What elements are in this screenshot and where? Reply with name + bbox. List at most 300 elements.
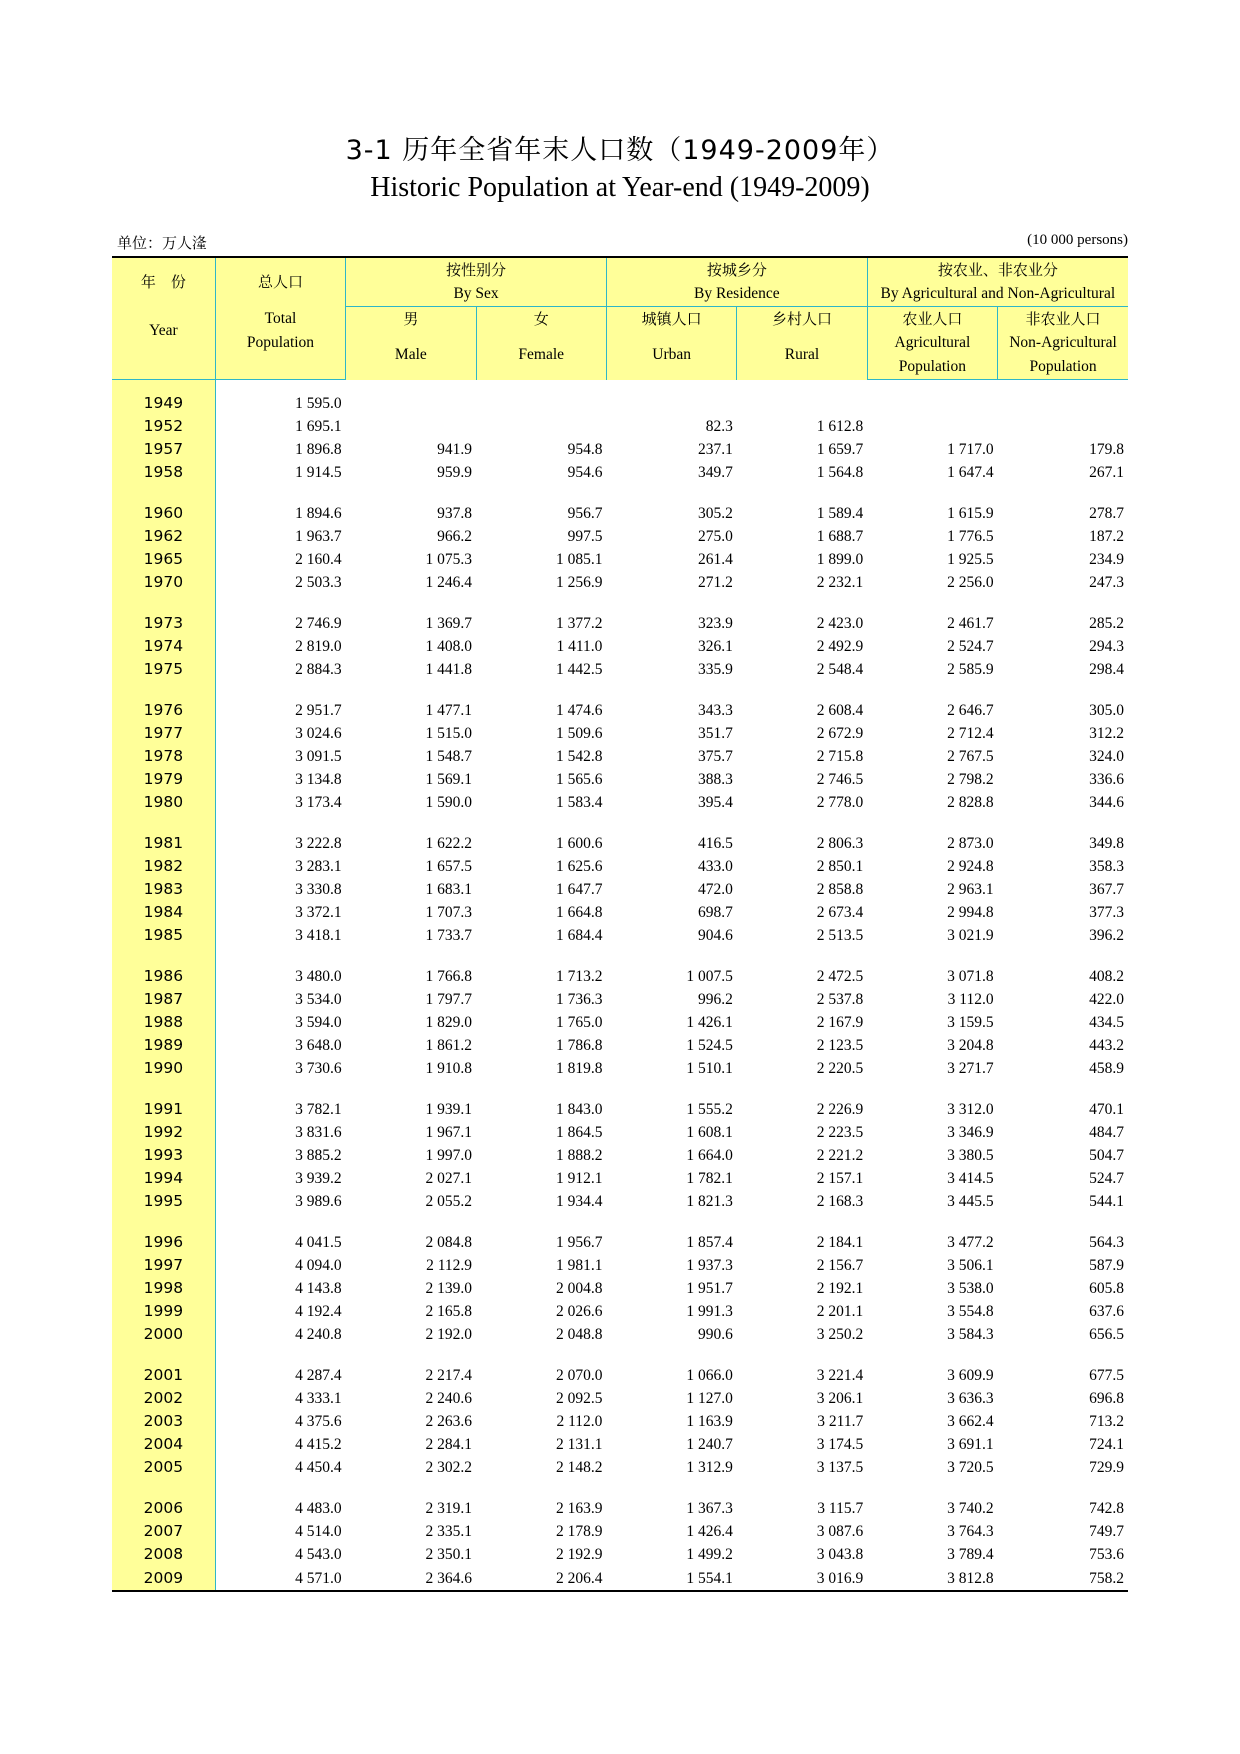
cell-urban: 1 426.4 — [686, 1523, 733, 1540]
group-gap-row — [112, 1479, 1128, 1497]
table-row — [112, 878, 1128, 901]
cell-male: 1 441.8 — [425, 661, 473, 678]
cell-female: 2 206.4 — [476, 1566, 606, 1591]
cell-agricultural: 3 271.7 — [947, 1060, 994, 1077]
table-row — [112, 571, 1128, 594]
page-title-cn: 3-1 历年全省年末人口数（1949-2009年） — [345, 135, 895, 166]
cell-male — [346, 415, 476, 438]
cell-year: 1970 — [112, 571, 215, 594]
group-gap-row — [112, 594, 1128, 612]
header-year-cn: 年 份 — [112, 257, 215, 307]
cell-rural: 2 672.9 — [816, 725, 864, 742]
cell-total: 3 782.1 — [215, 1098, 345, 1121]
cell-female: 2 026.6 — [555, 1303, 603, 1320]
cell-non-agricultural: 587.9 — [1089, 1257, 1124, 1274]
cell-urban: 395.4 — [697, 794, 733, 811]
cell-total: 3 534.0 — [215, 988, 345, 1011]
header-male-en: Male — [346, 331, 476, 380]
group-gap-row — [112, 1080, 1128, 1098]
header-urban-en: Urban — [606, 331, 736, 380]
cell-total: 4 375.6 — [215, 1410, 345, 1433]
cell-male: 2 084.8 — [425, 1234, 473, 1251]
cell-total: 1 896.8 — [215, 438, 345, 461]
cell-rural: 3 250.2 — [816, 1326, 864, 1343]
cell-rural: 2 715.8 — [816, 748, 864, 765]
cell-female: 2 048.8 — [555, 1326, 603, 1343]
cell-rural: 2 156.7 — [816, 1257, 864, 1274]
cell-urban: 1 821.3 — [686, 1193, 733, 1210]
table-row — [112, 1121, 1128, 1144]
table-row — [112, 612, 1128, 635]
header-nonag-cn: 非农业人口 — [998, 307, 1128, 332]
cell-agricultural: 3 554.8 — [947, 1303, 994, 1320]
table-body — [112, 380, 1128, 1592]
cell-male: 2 319.1 — [425, 1500, 473, 1517]
cell-total: 3 648.0 — [215, 1034, 345, 1057]
cell-total: 3 831.6 — [215, 1121, 345, 1144]
cell-male: 941.9 — [437, 441, 473, 458]
cell-male: 2 364.6 — [346, 1566, 476, 1591]
cell-total: 3 418.1 — [215, 924, 345, 947]
table-row — [112, 1167, 1128, 1190]
table-row — [112, 548, 1128, 571]
header-agpop-en2: Population — [867, 355, 997, 380]
cell-total: 3 939.2 — [215, 1167, 345, 1190]
cell-urban: 1 066.0 — [686, 1367, 733, 1384]
cell-total: 1 914.5 — [215, 461, 345, 484]
cell-year: 2004 — [112, 1433, 215, 1456]
cell-non-agricultural: 298.4 — [1089, 661, 1124, 678]
cell-female: 1 377.2 — [555, 615, 603, 632]
cell-male: 1 369.7 — [425, 615, 473, 632]
cell-non-agricultural: 408.2 — [1089, 968, 1124, 985]
cell-male: 1 075.3 — [425, 551, 473, 568]
cell-non-agricultural: 285.2 — [1089, 615, 1124, 632]
cell-agricultural: 3 812.8 — [867, 1566, 997, 1591]
table-row — [112, 924, 1128, 947]
cell-urban: 349.7 — [697, 464, 733, 481]
cell-total: 3 372.1 — [215, 901, 345, 924]
cell-total: 4 450.4 — [215, 1456, 345, 1479]
cell-agricultural: 2 994.8 — [947, 904, 994, 921]
cell-non-agricultural: 187.2 — [1089, 528, 1124, 545]
cell-rural: 2 850.1 — [816, 858, 864, 875]
cell-female: 1 888.2 — [555, 1147, 603, 1164]
table-row — [112, 1144, 1128, 1167]
cell-agricultural: 2 712.4 — [947, 725, 994, 742]
cell-rural: 2 548.4 — [816, 661, 864, 678]
cell-agricultural: 1 647.4 — [947, 464, 994, 481]
cell-agricultural: 3 071.8 — [947, 968, 994, 985]
cell-non-agricultural: 278.7 — [1089, 505, 1124, 522]
cell-agricultural: 3 159.5 — [947, 1014, 994, 1031]
cell-rural: 3 221.4 — [816, 1367, 864, 1384]
cell-year: 1979 — [112, 768, 215, 791]
table-row — [112, 1300, 1128, 1323]
cell-urban: 1 127.0 — [686, 1390, 733, 1407]
header-year-en: Year — [112, 307, 215, 356]
cell-non-agricultural: 247.3 — [1089, 574, 1124, 591]
cell-agricultural: 3 021.9 — [947, 927, 994, 944]
cell-urban: 1 991.3 — [686, 1303, 733, 1320]
cell-male: 1 733.7 — [425, 927, 473, 944]
cell-agricultural: 3 720.5 — [947, 1459, 994, 1476]
cell-year: 2000 — [112, 1323, 215, 1346]
cell-urban: 1 937.3 — [686, 1257, 733, 1274]
group-gap-row — [112, 1346, 1128, 1364]
cell-rural: 2 778.0 — [816, 794, 864, 811]
cell-agricultural: 3 584.3 — [947, 1326, 994, 1343]
population-table — [112, 256, 1128, 1592]
cell-urban: 261.4 — [697, 551, 733, 568]
cell-non-agricultural: 312.2 — [1089, 725, 1124, 742]
cell-year: 1996 — [112, 1231, 215, 1254]
cell-female: 2 163.9 — [555, 1500, 603, 1517]
cell-rural: 3 174.5 — [816, 1436, 864, 1453]
cell-total: 1 595.0 — [215, 392, 345, 415]
cell-year: 1994 — [112, 1167, 215, 1190]
group-gap-row — [112, 814, 1128, 832]
cell-rural: 3 206.1 — [816, 1390, 864, 1407]
cell-rural: 3 016.9 — [737, 1566, 867, 1591]
cell-agricultural: 3 662.4 — [947, 1413, 994, 1430]
header-urban-cn: 城镇人口 — [606, 307, 736, 332]
cell-rural: 3 115.7 — [817, 1500, 864, 1517]
cell-non-agricultural: 305.0 — [1089, 702, 1124, 719]
cell-total: 3 730.6 — [215, 1057, 345, 1080]
cell-year: 2007 — [112, 1520, 215, 1543]
cell-non-agricultural: 234.9 — [1089, 551, 1124, 568]
cell-total: 1 695.1 — [215, 415, 345, 438]
cell-urban: 698.7 — [697, 904, 733, 921]
cell-rural: 2 192.1 — [816, 1280, 864, 1297]
cell-agricultural: 2 767.5 — [947, 748, 994, 765]
header-sex-en: By Sex — [346, 282, 607, 307]
cell-female: 1 736.3 — [555, 991, 603, 1008]
table-row — [112, 768, 1128, 791]
cell-year: 1998 — [112, 1277, 215, 1300]
cell-year: 2008 — [112, 1543, 215, 1566]
cell-female: 1 956.7 — [555, 1234, 603, 1251]
cell-total: 3 222.8 — [215, 832, 345, 855]
cell-urban: 1 664.0 — [686, 1147, 733, 1164]
cell-urban — [606, 392, 736, 415]
cell-year: 1974 — [112, 635, 215, 658]
cell-non-agricultural: 367.7 — [1089, 881, 1124, 898]
cell-male: 1 548.7 — [425, 748, 473, 765]
cell-total: 4 571.0 — [215, 1566, 345, 1591]
cell-non-agricultural: 564.3 — [1089, 1234, 1124, 1251]
table-row — [112, 1277, 1128, 1300]
cell-female: 1 765.0 — [555, 1014, 603, 1031]
group-gap-row — [112, 947, 1128, 965]
cell-rural: 2 423.0 — [816, 615, 864, 632]
cell-female: 2 004.8 — [555, 1280, 603, 1297]
cell-female: 1 411.0 — [556, 638, 603, 655]
cell-male: 1 622.2 — [425, 835, 473, 852]
cell-male: 2 217.4 — [425, 1367, 473, 1384]
cell-agricultural: 2 963.1 — [947, 881, 994, 898]
cell-male: 959.9 — [437, 464, 473, 481]
cell-agricultural: 2 256.0 — [947, 574, 994, 591]
cell-male: 1 997.0 — [425, 1147, 473, 1164]
cell-urban: 1 499.2 — [686, 1546, 733, 1563]
cell-agricultural — [867, 415, 997, 438]
cell-male: 2 139.0 — [425, 1280, 473, 1297]
cell-year: 1999 — [112, 1300, 215, 1323]
cell-urban: 335.9 — [697, 661, 733, 678]
table-row — [112, 1566, 1128, 1591]
header-total-en2: Population — [215, 331, 345, 355]
cell-rural: 2 673.4 — [816, 904, 864, 921]
cell-agricultural: 3 789.4 — [947, 1546, 994, 1563]
cell-female: 1 684.4 — [555, 927, 603, 944]
cell-urban: 996.2 — [697, 991, 733, 1008]
cell-total: 2 819.0 — [215, 635, 345, 658]
cell-agricultural: 2 646.7 — [947, 702, 994, 719]
cell-female: 1 600.6 — [555, 835, 603, 852]
cell-year: 2006 — [112, 1497, 215, 1520]
cell-total: 2 746.9 — [215, 612, 345, 635]
cell-female: 2 112.0 — [556, 1413, 603, 1430]
cell-male: 1 939.1 — [425, 1101, 473, 1118]
cell-year: 1990 — [112, 1057, 215, 1080]
cell-female: 1 583.4 — [555, 794, 603, 811]
cell-total: 3 885.2 — [215, 1144, 345, 1167]
cell-rural — [737, 392, 867, 415]
table-row — [112, 502, 1128, 525]
header-total-en1: Total — [215, 307, 345, 332]
cell-year: 1991 — [112, 1098, 215, 1121]
header-rural-en: Rural — [737, 331, 867, 380]
cell-male: 1 683.1 — [425, 881, 473, 898]
cell-agricultural: 2 924.8 — [947, 858, 994, 875]
header-nonag-en1: Non-Agricultural — [998, 331, 1128, 355]
cell-total: 4 287.4 — [215, 1364, 345, 1387]
cell-urban: 375.7 — [697, 748, 733, 765]
cell-urban: 1 240.7 — [686, 1436, 733, 1453]
header-agpop-cn: 农业人口 — [867, 307, 997, 332]
cell-agricultural: 3 112.0 — [947, 991, 994, 1008]
cell-female: 997.5 — [567, 528, 603, 545]
cell-urban: 1 524.5 — [686, 1037, 733, 1054]
table-row — [112, 1433, 1128, 1456]
header-residence-cn: 按城乡分 — [606, 257, 867, 282]
cell-female: 1 713.2 — [555, 968, 603, 985]
cell-non-agricultural: 443.2 — [1089, 1037, 1124, 1054]
cell-agricultural: 3 312.0 — [947, 1101, 994, 1118]
cell-female: 954.6 — [567, 464, 603, 481]
cell-male: 1 477.1 — [425, 702, 473, 719]
table-row — [112, 1520, 1128, 1543]
cell-non-agricultural: 434.5 — [1089, 1014, 1124, 1031]
cell-female: 1 625.6 — [555, 858, 603, 875]
cell-male: 1 910.8 — [425, 1060, 473, 1077]
header-agri-cn: 按农业、非农业分 — [867, 257, 1128, 282]
cell-total: 4 543.0 — [215, 1543, 345, 1566]
unit-label-en: (10 000 persons) — [1027, 232, 1128, 248]
group-gap-row — [112, 484, 1128, 502]
cell-non-agricultural: 458.9 — [1089, 1060, 1124, 1077]
cell-female: 956.7 — [567, 505, 603, 522]
cell-total: 3 134.8 — [215, 768, 345, 791]
cell-agricultural: 1 776.5 — [947, 528, 994, 545]
cell-rural: 1 899.0 — [816, 551, 864, 568]
cell-year: 1958 — [112, 461, 215, 484]
cell-female: 1 664.8 — [555, 904, 603, 921]
cell-male: 1 657.5 — [425, 858, 473, 875]
cell-female: 2 192.9 — [555, 1546, 603, 1563]
header-residence-en: By Residence — [606, 282, 867, 307]
cell-rural: 2 220.5 — [816, 1060, 864, 1077]
cell-agricultural: 3 445.5 — [947, 1193, 994, 1210]
cell-urban: 326.1 — [697, 638, 733, 655]
cell-year: 1986 — [112, 965, 215, 988]
cell-male: 1 766.8 — [425, 968, 473, 985]
table-header — [112, 257, 1128, 380]
cell-year: 1981 — [112, 832, 215, 855]
spacer-row — [112, 380, 1128, 393]
cell-total: 3 091.5 — [215, 745, 345, 768]
cell-female: 1 912.1 — [555, 1170, 603, 1187]
cell-total: 2 160.4 — [215, 548, 345, 571]
cell-female: 1 442.5 — [555, 661, 603, 678]
table-row — [112, 1497, 1128, 1520]
cell-female: 2 148.2 — [555, 1459, 603, 1476]
cell-non-agricultural: 294.3 — [1089, 638, 1124, 655]
cell-non-agricultural: 504.7 — [1089, 1147, 1124, 1164]
cell-rural: 3 043.8 — [816, 1546, 864, 1563]
cell-male: 966.2 — [437, 528, 473, 545]
cell-agricultural: 1 925.5 — [947, 551, 994, 568]
cell-rural: 2 513.5 — [816, 927, 864, 944]
cell-female: 1 509.6 — [555, 725, 603, 742]
cell-total: 4 041.5 — [215, 1231, 345, 1254]
cell-total: 3 283.1 — [215, 855, 345, 878]
cell-total: 4 415.2 — [215, 1433, 345, 1456]
header-rural-cn: 乡村人口 — [737, 307, 867, 332]
cell-male: 2 350.1 — [425, 1546, 473, 1563]
cell-rural: 2 168.3 — [816, 1193, 864, 1210]
cell-total: 3 173.4 — [215, 791, 345, 814]
cell-year: 2001 — [112, 1364, 215, 1387]
cell-total: 4 192.4 — [215, 1300, 345, 1323]
table-row — [112, 1057, 1128, 1080]
cell-year: 2002 — [112, 1387, 215, 1410]
cell-non-agricultural — [998, 415, 1128, 438]
cell-agricultural: 2 828.8 — [947, 794, 994, 811]
cell-male: 1 967.1 — [425, 1124, 473, 1141]
cell-urban: 904.6 — [697, 927, 733, 944]
cell-year: 1985 — [112, 924, 215, 947]
header-agri-en: By Agricultural and Non-Agricultural — [867, 282, 1128, 307]
cell-year: 1960 — [112, 502, 215, 525]
group-gap-row — [112, 1213, 1128, 1231]
cell-rural: 1 688.7 — [816, 528, 864, 545]
cell-urban: 323.9 — [697, 615, 733, 632]
cell-urban: 1 608.1 — [686, 1124, 733, 1141]
cell-rural: 3 087.6 — [816, 1523, 864, 1540]
cell-male: 2 027.1 — [425, 1170, 473, 1187]
cell-total: 4 333.1 — [215, 1387, 345, 1410]
cell-total: 2 503.3 — [215, 571, 345, 594]
header-nonag-en2: Population — [998, 355, 1128, 380]
cell-total: 2 884.3 — [215, 658, 345, 681]
cell-female: 954.8 — [567, 441, 603, 458]
cell-urban: 351.7 — [697, 725, 733, 742]
cell-rural: 2 226.9 — [816, 1101, 864, 1118]
cell-non-agricultural: 637.6 — [1089, 1303, 1124, 1320]
cell-total: 3 480.0 — [215, 965, 345, 988]
table-row — [112, 901, 1128, 924]
cell-female: 1 256.9 — [555, 574, 603, 591]
table-row — [112, 832, 1128, 855]
cell-non-agricultural: 544.1 — [1089, 1193, 1124, 1210]
table-row — [112, 1410, 1128, 1433]
cell-non-agricultural: 753.6 — [1089, 1546, 1124, 1563]
cell-rural: 1 659.7 — [816, 441, 864, 458]
cell-male: 1 829.0 — [425, 1014, 473, 1031]
cell-male: 2 112.9 — [426, 1257, 473, 1274]
cell-year: 1957 — [112, 438, 215, 461]
cell-male: 1 590.0 — [425, 794, 473, 811]
table-row — [112, 1011, 1128, 1034]
cell-agricultural: 3 740.2 — [947, 1500, 994, 1517]
cell-year: 1982 — [112, 855, 215, 878]
table-row — [112, 392, 1128, 415]
header-sex-cn: 按性别分 — [346, 257, 607, 282]
cell-rural: 2 221.2 — [816, 1147, 864, 1164]
table-row — [112, 988, 1128, 1011]
cell-year: 2005 — [112, 1456, 215, 1479]
cell-year: 1992 — [112, 1121, 215, 1144]
cell-male: 1 408.0 — [425, 638, 473, 655]
cell-urban: 1 782.1 — [686, 1170, 733, 1187]
cell-agricultural: 3 380.5 — [947, 1147, 994, 1164]
cell-female: 1 085.1 — [555, 551, 603, 568]
cell-urban: 1 510.1 — [686, 1060, 733, 1077]
cell-non-agricultural: 758.2 — [998, 1566, 1128, 1591]
cell-urban: 1 951.7 — [686, 1280, 733, 1297]
cell-female — [476, 392, 606, 415]
cell-urban: 1 554.1 — [606, 1566, 736, 1591]
cell-rural: 1 589.4 — [816, 505, 864, 522]
cell-rural: 2 537.8 — [816, 991, 864, 1008]
cell-agricultural: 3 506.1 — [947, 1257, 994, 1274]
cell-non-agricultural: 713.2 — [1089, 1413, 1124, 1430]
cell-female: 1 819.8 — [555, 1060, 603, 1077]
cell-urban: 1 163.9 — [686, 1413, 733, 1430]
cell-urban: 305.2 — [697, 505, 733, 522]
cell-non-agricultural: 484.7 — [1089, 1124, 1124, 1141]
cell-year: 1976 — [112, 699, 215, 722]
cell-female: 1 864.5 — [555, 1124, 603, 1141]
cell-total: 2 951.7 — [215, 699, 345, 722]
cell-year: 1952 — [112, 415, 215, 438]
cell-urban: 343.3 — [697, 702, 733, 719]
cell-non-agricultural: 396.2 — [1089, 927, 1124, 944]
cell-rural: 1 564.8 — [816, 464, 864, 481]
cell-rural: 2 858.8 — [816, 881, 864, 898]
table-row — [112, 745, 1128, 768]
page-title-en: Historic Population at Year-end (1949-2009) — [370, 172, 870, 203]
cell-total: 3 989.6 — [215, 1190, 345, 1213]
cell-female: 1 843.0 — [555, 1101, 603, 1118]
cell-male: 1 515.0 — [425, 725, 473, 742]
cell-rural: 2 223.5 — [816, 1124, 864, 1141]
cell-rural: 2 608.4 — [816, 702, 864, 719]
cell-year: 1975 — [112, 658, 215, 681]
